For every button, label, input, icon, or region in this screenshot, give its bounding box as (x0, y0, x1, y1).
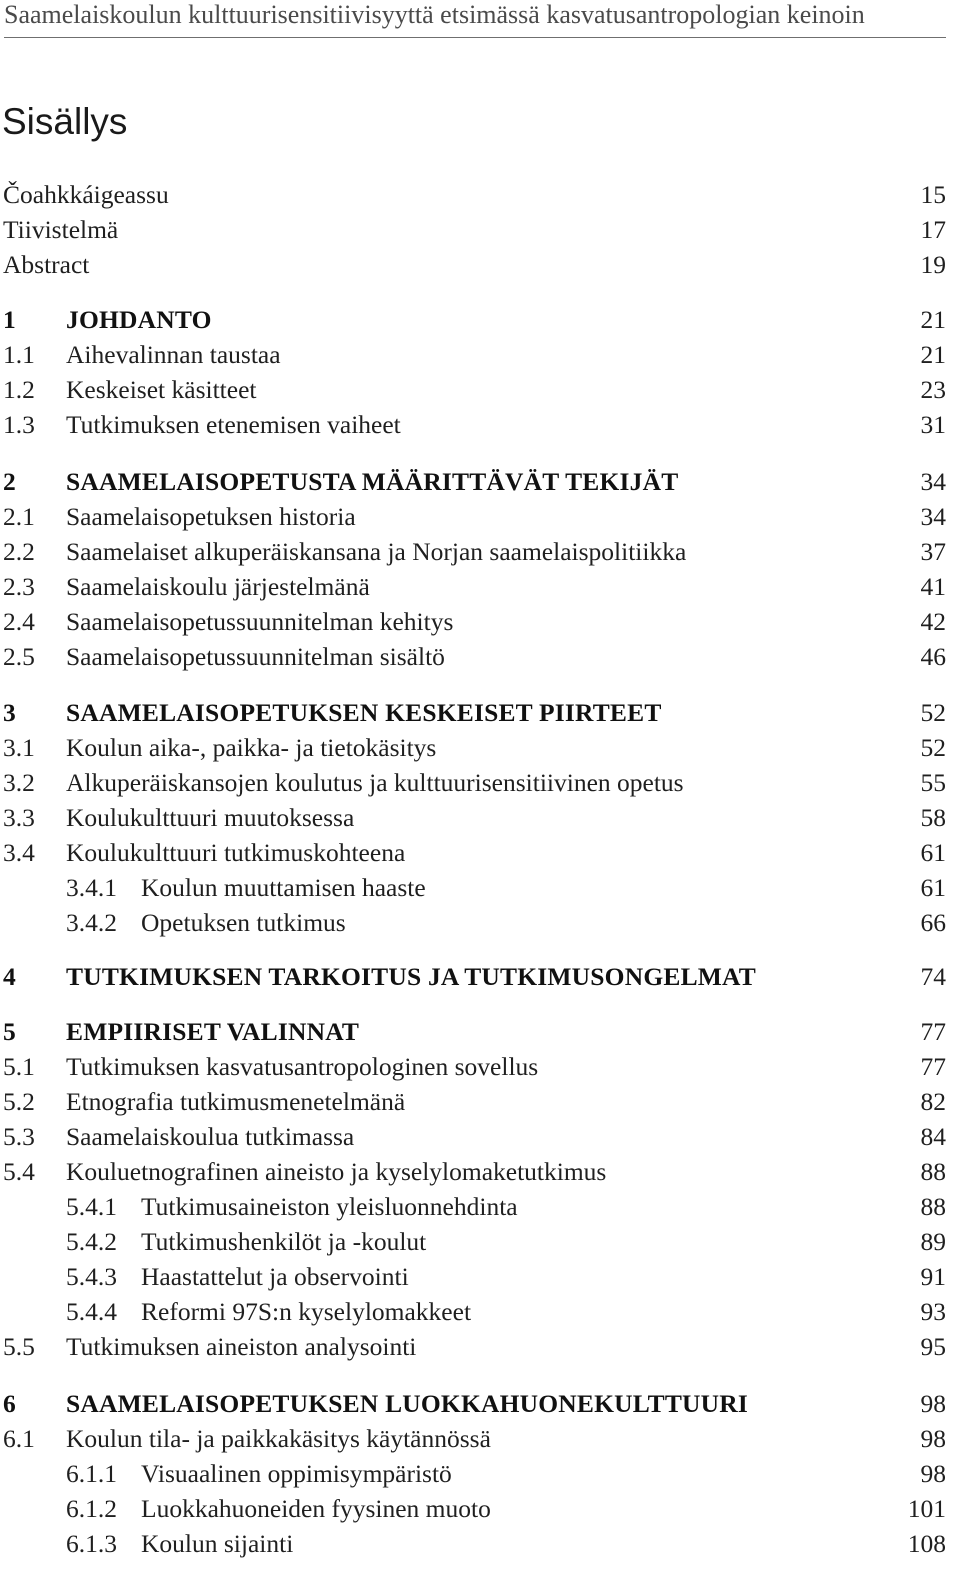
toc-page-number: 84 (920, 1122, 946, 1151)
toc-section-title: Koulukulttuuri tutkimuskohteena (66, 838, 406, 867)
toc-section-number: 2.2 (3, 537, 35, 566)
toc-section-title: Saamelaiset alkuperäiskansana ja Norjan saamelaispolitiikka (66, 537, 687, 566)
toc-page-number: 61 (920, 838, 946, 867)
toc-chapter-row (0, 303, 946, 337)
toc-section-number: 3.4.1 (66, 873, 117, 902)
toc-section-number: 2.3 (3, 572, 35, 601)
toc-page-number: 98 (920, 1389, 946, 1418)
toc-section-number: 5.2 (3, 1087, 35, 1116)
toc-row (0, 338, 946, 372)
toc-section-number: 1.3 (3, 410, 35, 439)
toc-section-title: Saamelaiskoulua tutkimassa (66, 1122, 355, 1151)
toc-row (0, 213, 946, 247)
toc-section-title: Saamelaisopetussuunnitelman sisältö (66, 642, 445, 671)
toc-section-title: Koulun aika-, paikka- ja tietokäsitys (66, 733, 437, 762)
toc-page-number: 77 (920, 1052, 946, 1081)
toc-row (0, 500, 946, 534)
toc-page-number: 46 (920, 642, 946, 671)
toc-row (0, 801, 946, 835)
toc-section-title: EMPIIRISET VALINNAT (66, 1017, 360, 1046)
toc-row (0, 1155, 946, 1189)
toc-section-number: 5.5 (3, 1332, 35, 1361)
toc-section-title: Opetuksen tutkimus (141, 908, 346, 937)
toc-section-number: 4 (3, 962, 16, 991)
toc-row (0, 1120, 946, 1154)
toc-page-number: 74 (920, 962, 946, 991)
toc-row (0, 906, 946, 940)
toc-row (0, 640, 946, 674)
toc-section-title: Tutkimuksen kasvatusantropologinen sovellus (66, 1052, 539, 1081)
toc-chapter-row (0, 1015, 946, 1049)
toc-section-number: 1.2 (3, 375, 35, 404)
toc-section-title: Tutkimusaineiston yleisluonnehdinta (141, 1192, 518, 1221)
toc-section-title: Aihevalinnan taustaa (66, 340, 281, 369)
toc-section-title: Tutkimuksen aineiston analysointi (66, 1332, 417, 1361)
toc-section-title: SAAMELAISOPETUSTA MÄÄRITTÄVÄT TEKIJÄT (66, 467, 679, 496)
toc-section-title: Čoahkkáigeassu (3, 180, 169, 209)
toc-section-title: TUTKIMUKSEN TARKOITUS JA TUTKIMUSONGELMAT (66, 962, 756, 991)
toc-chapter-row (0, 696, 946, 730)
toc-page-number: 89 (920, 1227, 946, 1256)
toc-page-number: 101 (907, 1494, 946, 1523)
toc-page-number: 108 (907, 1529, 946, 1558)
toc-section-title: Abstract (3, 250, 90, 279)
toc-row (0, 1457, 946, 1491)
toc-row (0, 836, 946, 870)
toc-section-number: 2.5 (3, 642, 35, 671)
toc-section-title: Alkuperäiskansojen koulutus ja kulttuurisensitiivinen opetus (66, 768, 684, 797)
toc-page-number: 88 (920, 1157, 946, 1186)
toc-section-title: Kouluetnografinen aineisto ja kyselylomaketutkimus (66, 1157, 607, 1186)
toc-page-number: 21 (920, 340, 946, 369)
toc-row (0, 1295, 946, 1329)
toc-chapter-row (0, 465, 946, 499)
toc-page-number: 34 (920, 467, 946, 496)
toc-section-number: 5.3 (3, 1122, 35, 1151)
toc-page-number: 93 (920, 1297, 946, 1326)
toc-section-number: 3.2 (3, 768, 35, 797)
toc-section-title: Visuaalinen oppimisympäristö (141, 1459, 452, 1488)
toc-section-title: Koulukulttuuri muutoksessa (66, 803, 355, 832)
toc-row (0, 248, 946, 282)
toc-page-number: 55 (920, 768, 946, 797)
toc-row (0, 1225, 946, 1259)
toc-section-number: 2.4 (3, 607, 35, 636)
toc-row (0, 1050, 946, 1084)
toc-page-number: 52 (920, 733, 946, 762)
toc-page-number: 98 (920, 1459, 946, 1488)
toc-section-number: 6.1.3 (66, 1529, 117, 1558)
toc-section-number: 1 (3, 305, 16, 334)
toc-page-number: 61 (920, 873, 946, 902)
toc-section-number: 1.1 (3, 340, 35, 369)
header-rule (4, 37, 946, 38)
toc-page-number: 58 (920, 803, 946, 832)
toc-section-title: Haastattelut ja observointi (141, 1262, 409, 1291)
toc-section-number: 5.4.4 (66, 1297, 117, 1326)
toc-row (0, 535, 946, 569)
toc-section-title: Etnografia tutkimusmenetelmänä (66, 1087, 406, 1116)
toc-page-number: 95 (920, 1332, 946, 1361)
toc-row (0, 766, 946, 800)
toc-section-number: 5.4 (3, 1157, 35, 1186)
toc-row (0, 373, 946, 407)
toc-section-title: Luokkahuoneiden fyysinen muoto (141, 1494, 491, 1523)
running-header: Saamelaiskoulun kulttuurisensitiivisyyttä etsimässä kasvatusantropologian keinoin (4, 0, 865, 29)
toc-page-number: 42 (920, 607, 946, 636)
toc-section-number: 5.4.3 (66, 1262, 117, 1291)
toc-page-number: 88 (920, 1192, 946, 1221)
toc-row (0, 731, 946, 765)
toc-section-title: Tiivistelmä (3, 215, 119, 244)
toc-page-number: 91 (920, 1262, 946, 1291)
toc-page-number: 66 (920, 908, 946, 937)
toc-page-number: 21 (920, 305, 946, 334)
toc-page-number: 15 (920, 180, 946, 209)
toc-row (0, 408, 946, 442)
toc-page-number: 34 (920, 502, 946, 531)
toc-page-number: 82 (920, 1087, 946, 1116)
toc-page-number: 52 (920, 698, 946, 727)
toc-section-title: SAAMELAISOPETUKSEN LUOKKAHUONEKULTTUURI (66, 1389, 749, 1418)
toc-page-number: 77 (920, 1017, 946, 1046)
toc-row (0, 178, 946, 212)
toc-section-title: Saamelaisopetuksen historia (66, 502, 356, 531)
toc-row (0, 1492, 946, 1526)
toc-section-number: 5.1 (3, 1052, 35, 1081)
toc-section-number: 3 (3, 698, 16, 727)
toc-page-number: 23 (920, 375, 946, 404)
toc-row (0, 1330, 946, 1364)
toc-page-number: 31 (920, 410, 946, 439)
toc-page-number: 41 (920, 572, 946, 601)
toc-section-title: Saamelaiskoulu järjestelmänä (66, 572, 370, 601)
toc-title: Sisällys (2, 101, 128, 142)
toc-row (0, 871, 946, 905)
toc-row (0, 1190, 946, 1224)
toc-section-title: JOHDANTO (66, 305, 212, 334)
toc-row (0, 1260, 946, 1294)
toc-section-number: 2 (3, 467, 16, 496)
toc-section-number: 5.4.2 (66, 1227, 117, 1256)
toc-section-title: Koulun muuttamisen haaste (141, 873, 426, 902)
toc-chapter-row (0, 960, 946, 994)
toc-section-number: 5 (3, 1017, 16, 1046)
toc-section-number: 6.1.1 (66, 1459, 117, 1488)
toc-section-number: 3.1 (3, 733, 35, 762)
toc-row (0, 1085, 946, 1119)
toc-row (0, 570, 946, 604)
toc-section-title: Tutkimuksen etenemisen vaiheet (66, 410, 401, 439)
toc-row (0, 1527, 946, 1561)
toc-page-number: 37 (920, 537, 946, 566)
toc-section-number: 6.1 (3, 1424, 35, 1453)
toc-section-number: 3.4 (3, 838, 35, 867)
toc-row (0, 605, 946, 639)
toc-section-number: 5.4.1 (66, 1192, 117, 1221)
toc-section-title: Reformi 97S:n kyselylomakkeet (141, 1297, 472, 1326)
toc-section-title: Tutkimushenkilöt ja -koulut (141, 1227, 427, 1256)
toc-section-title: Keskeiset käsitteet (66, 375, 257, 404)
toc-section-number: 3.4.2 (66, 908, 117, 937)
toc-section-number: 6.1.2 (66, 1494, 117, 1523)
toc-page-number: 19 (920, 250, 946, 279)
toc-chapter-row (0, 1387, 946, 1421)
toc-section-title: Koulun tila- ja paikkakäsitys käytännössä (66, 1424, 491, 1453)
toc-page-number: 98 (920, 1424, 946, 1453)
toc-row (0, 1422, 946, 1456)
toc-section-title: SAAMELAISOPETUKSEN KESKEISET PIIRTEET (66, 698, 662, 727)
toc-section-number: 6 (3, 1389, 16, 1418)
toc-section-number: 3.3 (3, 803, 35, 832)
toc-page-number: 17 (920, 215, 946, 244)
toc-section-title: Saamelaisopetussuunnitelman kehitys (66, 607, 454, 636)
toc-section-title: Koulun sijainti (141, 1529, 294, 1558)
toc-section-number: 2.1 (3, 502, 35, 531)
